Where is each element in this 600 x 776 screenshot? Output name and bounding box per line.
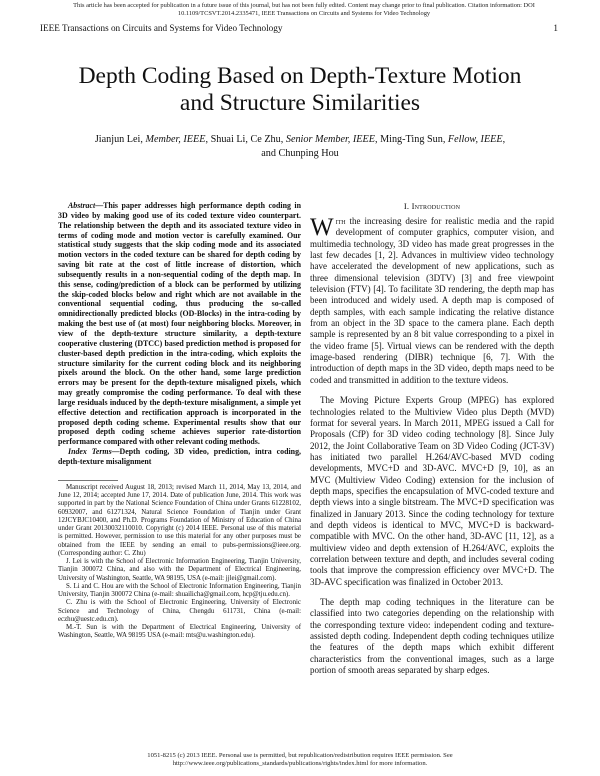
footnote-manuscript: Manuscript received August 18, 2013; revised March 11, 2014, May 13, 2014, and June 12, 2014; accepted June 17, 2014. Date of publication June, 2014. This work was supported in part by the National Science Foundation of China under Grants 61228102, 60932007, and 61271324, Natural Science Foundation of Tianjin under Grant 12JCYBJC10400, and Ph.D. Programs Foundation of Ministry of Education of China under Grant 20130032110010. Copyright (c) 2014 IEEE. Personal use of this material is permitted. However, permission to use this material for any other purposes must be obtained from the IEEE by sending an email to pubs-permissions@ieee.org. (Corresponding author: C. Zhu) bbox=[58, 483, 301, 557]
author-1: Jianjun Lei, bbox=[94, 134, 146, 145]
intro-paragraph-1 bbox=[310, 216, 554, 386]
running-head bbox=[40, 23, 558, 34]
right-column bbox=[310, 201, 554, 676]
author-comma: , bbox=[502, 134, 506, 145]
paper-title bbox=[40, 63, 560, 117]
footnote-author-sun: M.-T. Sun is with the Department of Electrical Engineering, University of Washington, Seattle, WA 98195 USA (e-mail: mts@u.washington.edu). bbox=[58, 624, 301, 640]
author-3-role: Senior Member, IEEE bbox=[285, 134, 375, 145]
author-4: , Ming-Ting Sun, bbox=[374, 134, 448, 145]
author-line-2: and Chunping Hou bbox=[261, 147, 339, 159]
notice-line-2: 10.1109/TCSVT.2014.2335471, IEEE Transactions on Circuits and Systems for Video Technology bbox=[177, 10, 431, 17]
abstract bbox=[58, 201, 301, 447]
abstract-text: —This paper addresses high performance depth coding in 3D video by making good use of its coded texture video counterpart. The relationship between the depth and its associated texture video in terms of coding mode and motion vector is carefully examined. Our statistical study suggests that the skip coding mode and its associated motion vectors in the coded texture can be shared for depth coding by saving bit rate at the cost of little increase of distortion, which subsequently results in a non-sequential coding of the depth map. In this sense, coding/prediction of a block can be performed by utilizing the skip-coded blocks below and right which are not available in the conventional sequential coding, thus producing the so-called omnidirectionally predicted blocks (OD-Blocks) in the intra-coding by making the best use of (at most) four neighboring blocks. Moreover, in view of the depth-texture structure similarity, a depth-texture cooperative clustering (DTCC) based prediction method is proposed for cluster-based depth prediction in the intra-coding, which exploits the structure similarity for the current coding block and its neighboring pixels around the block. On the other hand, some large prediction errors may be present for the depth-texture misaligned pixels, which may greatly compromise the coding performance. To deal with these large residuals induced by the depth-texture misalignment, a simple yet effective detection and rectification approach is incorporated in the proposed depth coding scheme. Experimental results show that our proposed depth coding scheme achieves superior rate-distortion performance compared with other relevant coding methods. bbox=[58, 201, 301, 447]
footer-line-2: http://www.ieee.org/publications_standards/publications/rights/index.html for more information. bbox=[172, 760, 428, 767]
footnote-author-lei: J. Lei is with the School of Electronic Information Engineering, Tianjin University, Tianjin 300072 China, and also with the Department of Electrical Engineering, University of Washington, Seattle, WA 98195, USA (e-mail: jjlei@gmail.com). bbox=[58, 558, 301, 582]
footnote-divider bbox=[58, 480, 118, 481]
title-line-1: Depth Coding Based on Depth-Texture Motion bbox=[78, 63, 522, 89]
index-terms bbox=[58, 447, 301, 467]
footer-line-1: 1051-8215 (c) 2013 IEEE. Personal use is permitted, but republication/redistribution requires IEEE permission. See bbox=[147, 752, 453, 759]
intro-paragraph-1-text: the increasing desire for realistic media and the rapid development of computer graphics, computer vision, and multimedia technology, 3D video has made great progresses in the last few decades [1, 2]. Advances in multiview video technology have accelerated the development of new applications, such as three dimensional television (3DTV) [3] and free viewpoint television (FTV) [4]. To facilitate 3D rendering, the depth map has been introduced and widely used. A depth map is composed of depth samples, with each sample indicating the relative distance from an object in the 3D space to the camera plane. Each depth sample is represented by an 8 bit value corresponding to a pixel in the video frame [5]. Virtual views can be rendered with the depth image-based rendering (DIBR) technique [6, 7]. With the introduction of depth maps in the 3D video, depth maps need to be coded and transmitted in addition to the texture videos. bbox=[310, 216, 554, 385]
footnote-author-zhu: C. Zhu is with the School of Electronic Engineering, University of Electronic Science and Technology of China, Chengdu 611731, China (e-mail: eczhu@uestc.edu.cn). bbox=[58, 599, 301, 623]
index-terms-label: Index Terms bbox=[68, 447, 112, 457]
abstract-label: Abstract bbox=[68, 201, 96, 210]
page-number: 1 bbox=[553, 23, 558, 33]
index-terms-text: —Depth coding, 3D video, prediction, intra coding, depth-texture misalignment bbox=[58, 447, 301, 466]
publication-notice bbox=[14, 2, 594, 18]
drop-cap: W bbox=[310, 214, 334, 241]
intro-paragraph-3: The depth map coding techniques in the literature can be classified into two categories depending on the relationship with the corresponding texture video: independent coding and texture-assisted depth coding. Independent depth coding techniques utilize the features of the depth maps which exhibit different characteristics from the conventional images, such as a large portion of smooth areas separated by sharp edges. bbox=[310, 597, 554, 676]
left-column bbox=[58, 201, 301, 641]
drop-cap-word-rest: ith bbox=[335, 216, 346, 226]
author-4-role: Fellow, IEEE bbox=[447, 134, 503, 145]
author-line-1 bbox=[60, 133, 540, 147]
copyright-footer bbox=[40, 752, 560, 768]
intro-paragraph-2: The Moving Picture Experts Group (MPEG) has explored technologies related to the Multiview Video plus Depth (MVD) format for several years. In March 2011, MPEG issued a Call for Proposals (CfP) for 3D video coding technology [8]. Since July 2012, the Joint Collaborative Team on 3D Video Coding (JCT-3V) has initiated two parallel H.264/AVC-based MVD coding developments, MVC+D and 3D-AVC. MVC+D [9, 10], as an MVC (Multiview Video Coding) extension for the inclusion of depth maps, specifies the encapsulation of MVC-coded texture and depth views into a single bitstream. The MVC+D specification was finalized in January 2013. Since the coding technology for texture and depth videos is identical to MVC, MVC+D is backward-compatible with MVC. On the other hand, 3D-AVC [11, 12], as a multiview video and depth extension of H.264/AVC, exploits the correlation between texture and depth, and includes several coding tools that improve the compression efficiency over MVC+D. The 3D-AVC specification was finalized in October 2013. bbox=[310, 395, 554, 587]
footnote-author-li-hou: S. Li and C. Hou are with the School of Electronic Information Engineering, Tianjin University, Tianjin 300072 China (e-mail: shuailicha@gmail.com, hcp@tju.edu.cn). bbox=[58, 582, 301, 599]
author-1-role: Member, IEEE bbox=[145, 134, 206, 145]
journal-name: IEEE Transactions on Circuits and Systems for Video Technology bbox=[40, 23, 283, 33]
section-heading-introduction: I. Introduction bbox=[403, 201, 461, 211]
notice-line-1: This article has been accepted for publication in a future issue of this journal, but has not been fully edited. Content may change prior to final publication. Citation information: DOI bbox=[73, 2, 535, 9]
author-2-3: , Shuai Li, Ce Zhu, bbox=[205, 134, 286, 145]
author-list bbox=[60, 133, 540, 160]
title-line-2: and Structure Similarities bbox=[179, 90, 421, 116]
